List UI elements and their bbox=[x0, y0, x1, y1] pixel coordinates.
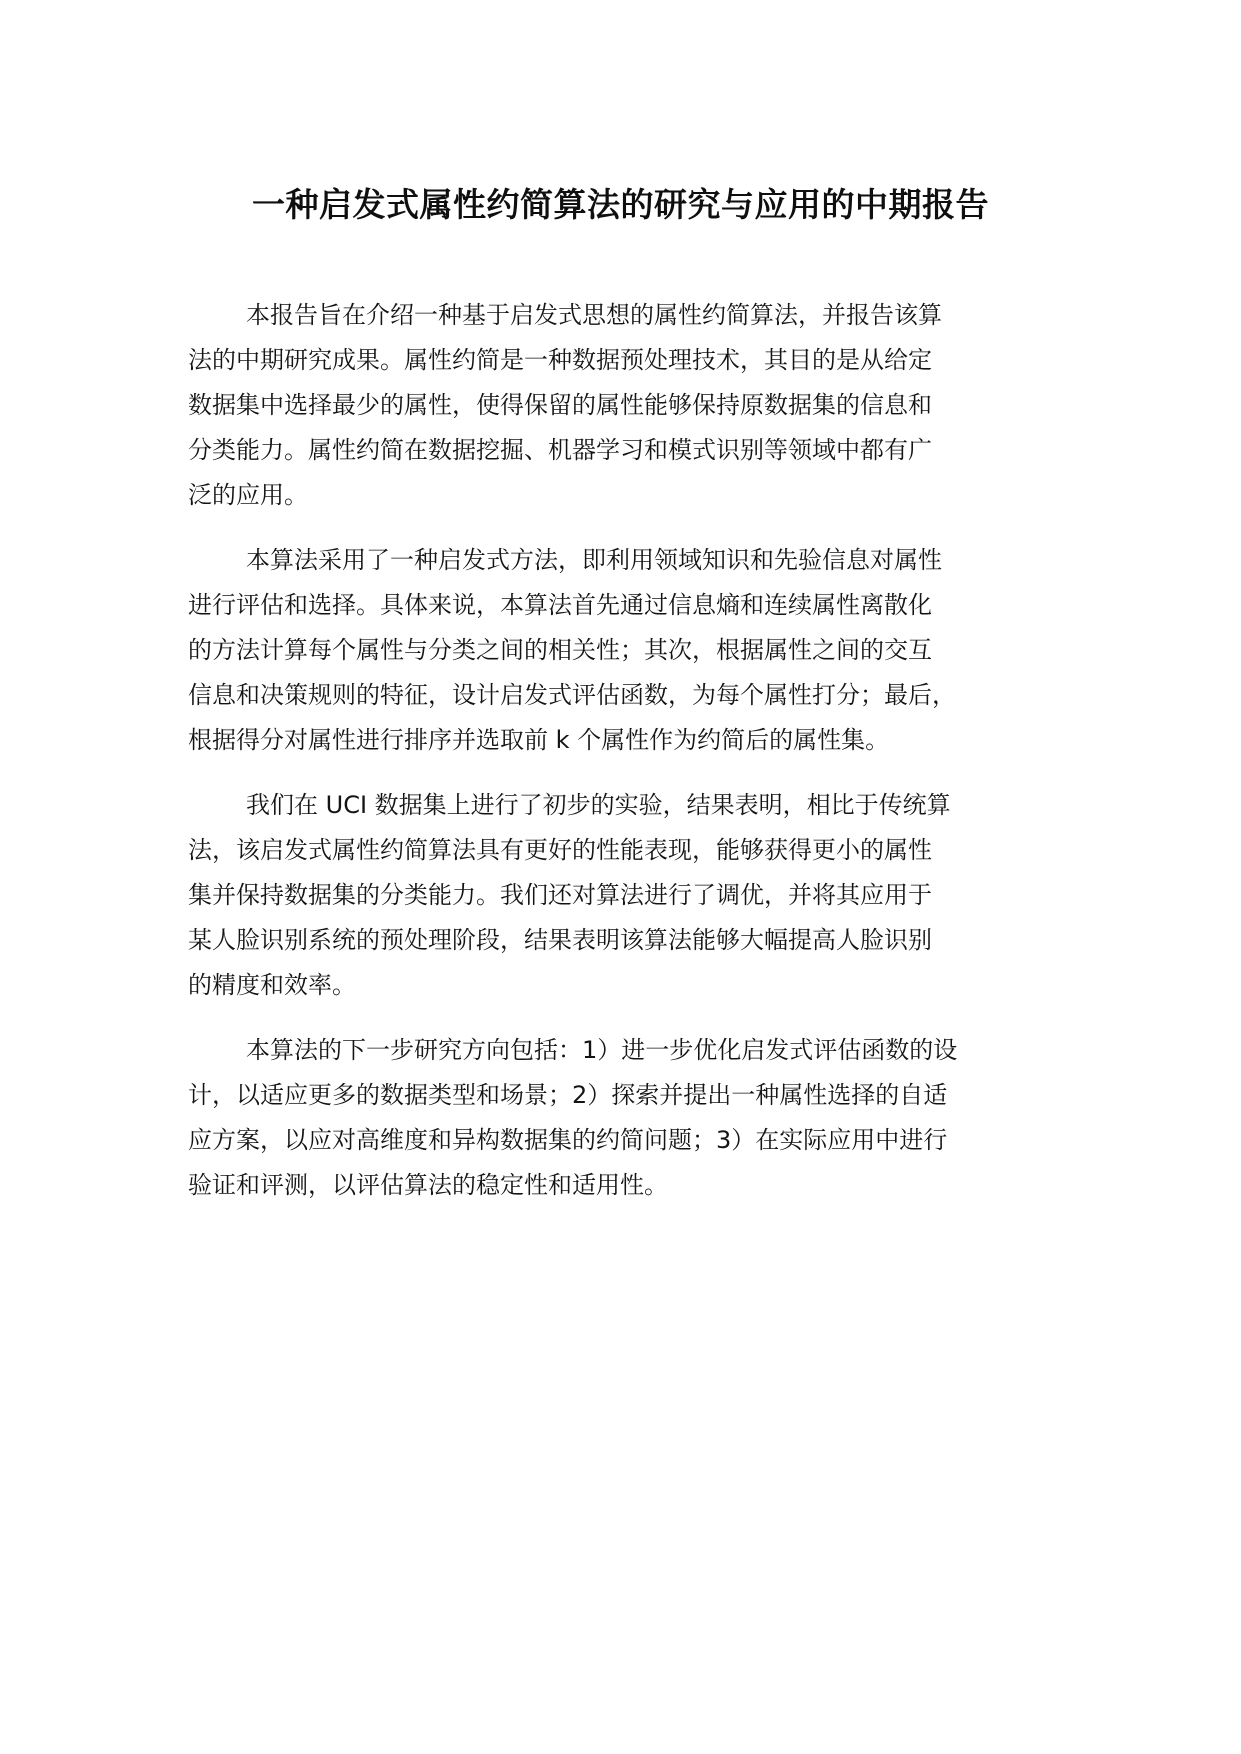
paragraph-line: 法的中期研究成果。属性约简是一种数据预处理技术，其目的是从给定 bbox=[188, 346, 932, 374]
paragraph-line: 本算法的下一步研究方向包括：1）进一步优化启发式评估函数的设 bbox=[246, 1036, 958, 1064]
paragraph-line: 集并保持数据集的分类能力。我们还对算法进行了调优，并将其应用于 bbox=[188, 881, 932, 909]
paragraph-line: 根据得分对属性进行排序并选取前 k 个属性作为约简后的属性集。 bbox=[188, 726, 890, 754]
paragraph-line: 的精度和效率。 bbox=[188, 971, 356, 999]
document-body bbox=[188, 293, 1068, 1228]
paragraph-line: 信息和决策规则的特征，设计启发式评估函数，为每个属性打分；最后， bbox=[188, 681, 956, 709]
paragraph-line: 验证和评测，以评估算法的稳定性和适用性。 bbox=[188, 1171, 668, 1199]
paragraph-line: 的方法计算每个属性与分类之间的相关性；其次，根据属性之间的交互 bbox=[188, 636, 932, 664]
paragraph-2 bbox=[188, 538, 1068, 763]
paragraph-line: 法，该启发式属性约简算法具有更好的性能表现，能够获得更小的属性 bbox=[188, 836, 932, 864]
paragraph-line: 我们在 UCI 数据集上进行了初步的实验，结果表明，相比于传统算 bbox=[246, 791, 951, 819]
paragraph-line: 某人脸识别系统的预处理阶段，结果表明该算法能够大幅提高人脸识别 bbox=[188, 926, 932, 954]
paragraph-line: 应方案，以应对高维度和异构数据集的约简问题；3）在实际应用中进行 bbox=[188, 1126, 948, 1154]
paragraph-3 bbox=[188, 783, 1068, 1008]
paragraph-line: 数据集中选择最少的属性，使得保留的属性能够保持原数据集的信息和 bbox=[188, 391, 932, 419]
paragraph-1 bbox=[188, 293, 1068, 518]
paragraph-line: 本算法采用了一种启发式方法，即利用领域知识和先验信息对属性 bbox=[246, 546, 942, 574]
paragraph-line: 泛的应用。 bbox=[188, 481, 308, 509]
paragraph-line: 分类能力。属性约简在数据挖掘、机器学习和模式识别等领域中都有广 bbox=[188, 436, 932, 464]
paragraph-line: 计，以适应更多的数据类型和场景；2）探索并提出一种属性选择的自适 bbox=[188, 1081, 948, 1109]
paragraph-4 bbox=[188, 1028, 1068, 1208]
document-title: 一种启发式属性约简算法的研究与应用的中期报告 bbox=[252, 185, 989, 224]
paragraph-line: 进行评估和选择。具体来说，本算法首先通过信息熵和连续属性离散化 bbox=[188, 591, 932, 619]
paragraph-line: 本报告旨在介绍一种基于启发式思想的属性约简算法，并报告该算 bbox=[246, 301, 942, 329]
